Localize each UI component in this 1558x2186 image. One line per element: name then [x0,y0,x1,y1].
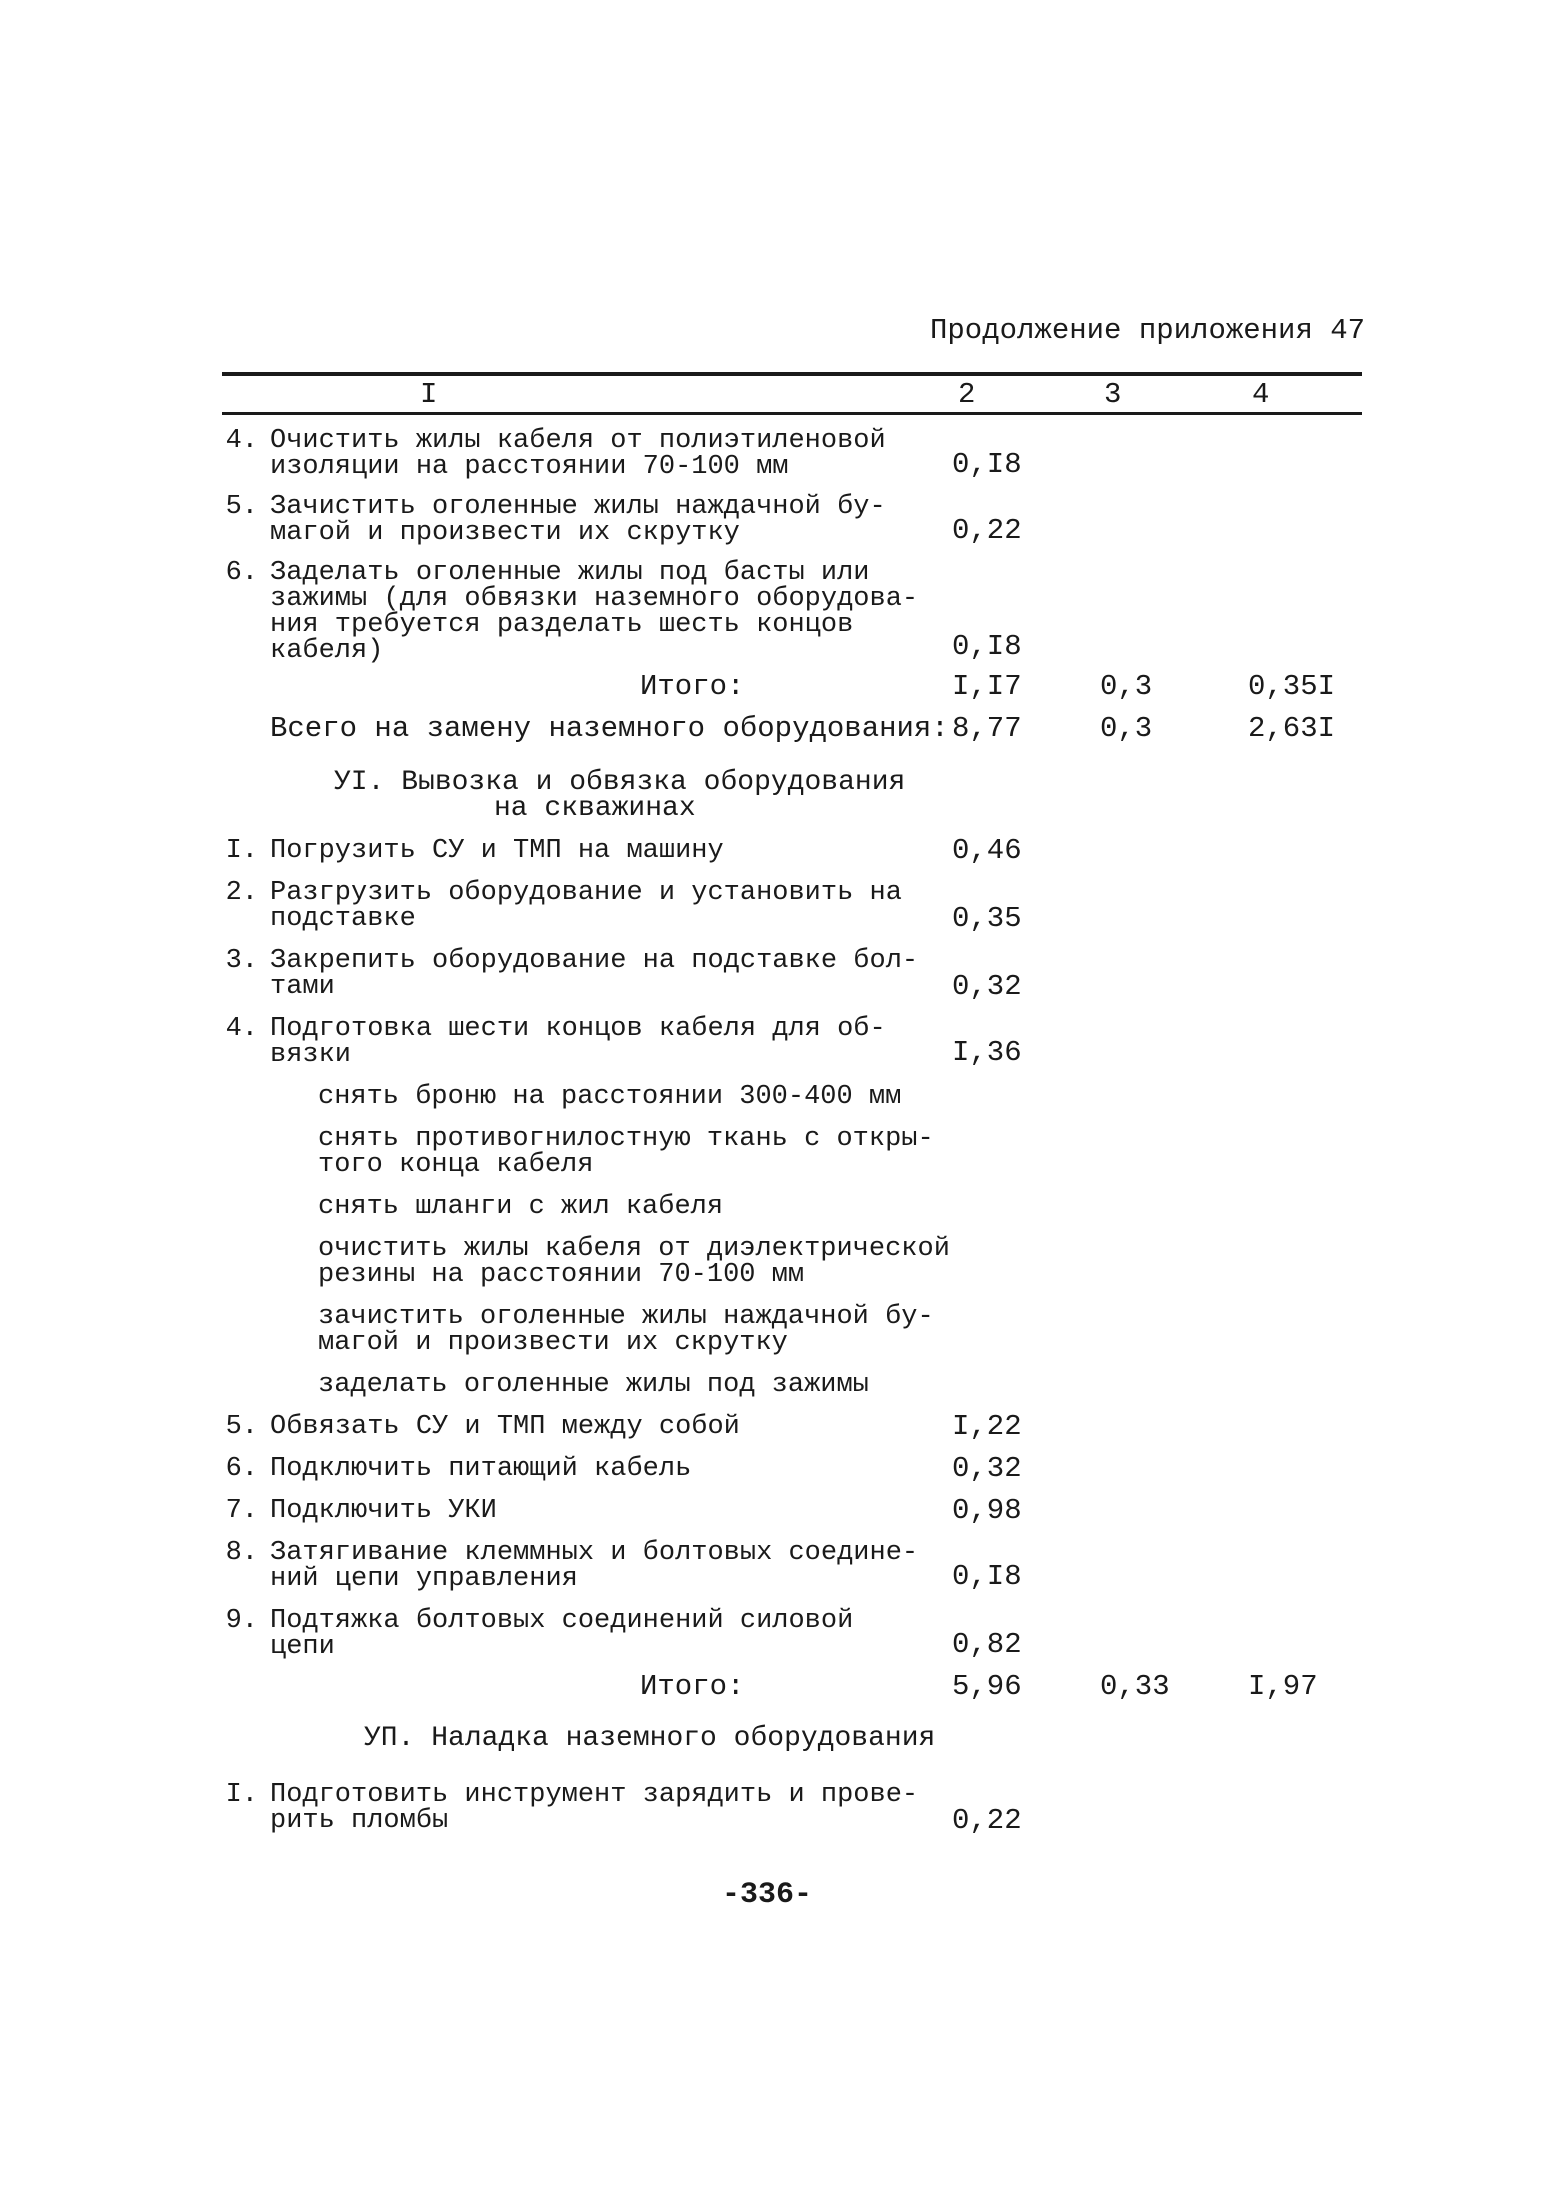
total-label: Всего на замену наземного оборудования: [270,712,949,745]
row-number: 3. [225,946,258,976]
row-number: 6. [225,558,258,588]
appendix-caption: Продолжение приложения 47 [930,314,1366,347]
sub-item: магой и произвести их скрутку [318,1328,788,1358]
subtotal-col4: 0,35I [1248,670,1336,703]
row-text: Затягивание клеммных и болтовых соедине- [270,1538,919,1568]
row-number: 4. [225,426,258,456]
row-value-col2: 0,82 [952,1628,1022,1661]
row-text: изоляции на расстоянии 70-100 мм [270,452,789,482]
row-text: Подключить питающий кабель [270,1454,692,1484]
row-text: ний цепи управления [270,1564,578,1594]
subtotal-label: Итого: [640,670,745,703]
row-value-col2: 0,35 [952,902,1022,935]
row-value-col2: 0,22 [952,1804,1022,1837]
row-number: 9. [225,1606,258,1636]
row-text: зажимы (для обвязки наземного оборудова- [270,584,919,614]
row-value-col2: 0,32 [952,970,1022,1003]
sub-item: очистить жилы кабеля от диэлектрической [318,1234,950,1264]
row-text: Закрепить оборудование на подставке бол- [270,946,919,976]
subtotal-label: Итого: [640,1670,745,1703]
column-header-4: 4 [1252,378,1270,411]
row-text: Подтяжка болтовых соединений силовой [270,1606,854,1636]
row-text: Разгрузить оборудование и установить на [270,878,902,908]
row-text: подставке [270,904,416,934]
total-col2: 8,77 [952,712,1022,745]
row-value-col2: 0,22 [952,514,1022,547]
sub-item: снять противогнилостную ткань с откры- [318,1124,934,1154]
row-number: 2. [225,878,258,908]
row-number: I. [225,836,258,866]
column-header-3: 3 [1104,378,1122,411]
row-value-col2: 0,I8 [952,1560,1022,1593]
row-value-col2: I,22 [952,1410,1022,1443]
row-text: Обвязать СУ и ТМП между собой [270,1412,740,1442]
row-text: тами [270,972,335,1002]
section-6-title: на скважинах [494,793,696,824]
column-header-1: I [420,378,438,411]
sub-item: того конца кабеля [318,1150,594,1180]
subtotal-col3: 0,33 [1100,1670,1170,1703]
subtotal-col2: 5,96 [952,1670,1022,1703]
row-text: ния требуется разделать шесть концов [270,610,854,640]
row-text: цепи [270,1632,335,1662]
row-number: 5. [225,492,258,522]
row-value-col2: 0,98 [952,1494,1022,1527]
subtotal-col3: 0,3 [1100,670,1153,703]
row-value-col2: I,36 [952,1036,1022,1069]
sub-item: снять шланги с жил кабеля [318,1192,724,1222]
table-header-rule [222,412,1362,415]
row-number: 6. [225,1454,258,1484]
sub-item: снять броню на расстоянии 300-400 мм [318,1082,902,1112]
row-number: I. [225,1780,258,1810]
total-col4: 2,63I [1248,712,1336,745]
page-number: -336- [722,1878,813,1912]
sub-item: резины на расстоянии 70-100 мм [318,1260,805,1290]
row-value-col2: 0,I8 [952,448,1022,481]
row-text: Подготовить инструмент зарядить и прове- [270,1780,919,1810]
row-number: 8. [225,1538,258,1568]
section-7-title: УП. Наладка наземного оборудования [364,1723,936,1754]
row-text: рить пломбы [270,1806,449,1836]
column-header-2: 2 [958,378,976,411]
row-text: вязки [270,1040,352,1070]
row-text: Подготовка шести концов кабеля для об- [270,1014,886,1044]
sub-item: заделать оголенные жилы под зажимы [318,1370,869,1400]
row-text: Заделать оголенные жилы под басты или [270,558,870,588]
section-6-title: УI. Вывозка и обвязка оборудования [334,767,906,798]
row-number: 4. [225,1014,258,1044]
subtotal-col2: I,I7 [952,670,1022,703]
subtotal-col4: I,97 [1248,1670,1318,1703]
sub-item: зачистить оголенные жилы наждачной бу- [318,1302,934,1332]
row-text: Зачистить оголенные жилы наждачной бу- [270,492,886,522]
row-text: Очистить жилы кабеля от полиэтиленовой [270,426,886,456]
row-value-col2: 0,32 [952,1452,1022,1485]
row-number: 7. [225,1496,258,1526]
row-value-col2: 0,46 [952,834,1022,867]
row-text: Погрузить СУ и ТМП на машину [270,836,724,866]
row-number: 5. [225,1412,258,1442]
row-value-col2: 0,I8 [952,630,1022,663]
row-text: магой и произвести их скрутку [270,518,740,548]
row-text: Подключить УКИ [270,1496,497,1526]
total-col3: 0,3 [1100,712,1153,745]
row-text: кабеля) [270,636,384,666]
table-top-rule [222,372,1362,376]
